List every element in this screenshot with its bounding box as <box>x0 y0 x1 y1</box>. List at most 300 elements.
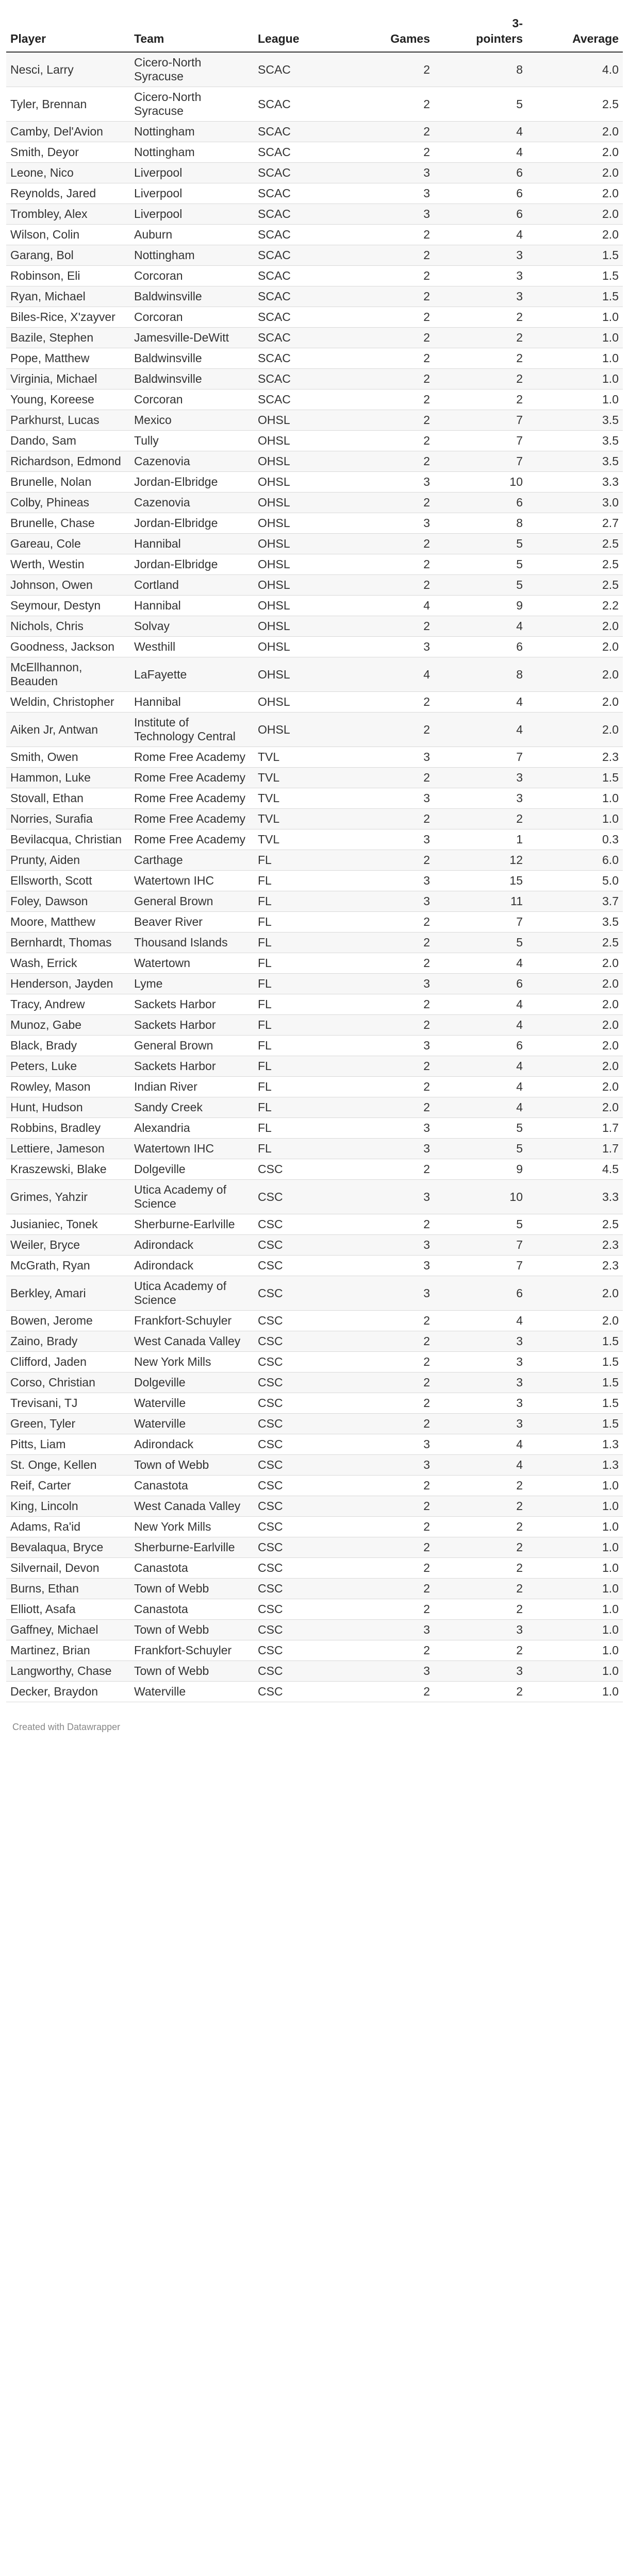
cell-league: OHSL <box>254 410 352 431</box>
cell-team: Corcoran <box>130 307 254 328</box>
cell-games: 2 <box>352 994 434 1015</box>
cell-games: 3 <box>352 1235 434 1256</box>
table-row <box>6 1276 623 1311</box>
table-row <box>6 1682 623 1702</box>
cell-player: Richardson, Edmond <box>6 451 130 472</box>
cell-player: Dando, Sam <box>6 431 130 451</box>
table-row <box>6 788 623 809</box>
cell-player: Trombley, Alex <box>6 204 130 225</box>
table-row <box>6 657 623 692</box>
cell-average: 2.3 <box>527 1235 623 1256</box>
table-row <box>6 534 623 554</box>
cell-player: Tyler, Brennan <box>6 87 130 122</box>
cell-team: Waterville <box>130 1393 254 1414</box>
cell-average: 2.0 <box>527 1036 623 1056</box>
cell-games: 2 <box>352 142 434 163</box>
cell-games: 3 <box>352 1180 434 1214</box>
cell-average: 1.5 <box>527 1331 623 1352</box>
cell-player: Wilson, Colin <box>6 225 130 245</box>
cell-games: 2 <box>352 1097 434 1118</box>
cell-3-pointers: 6 <box>434 163 527 183</box>
table-row <box>6 637 623 657</box>
cell-games: 2 <box>352 1537 434 1558</box>
cell-team: Jamesville-DeWitt <box>130 328 254 348</box>
cell-3-pointers: 2 <box>434 1682 527 1702</box>
cell-average: 1.0 <box>527 348 623 369</box>
table-row <box>6 994 623 1015</box>
cell-team: Frankfort-Schuyler <box>130 1640 254 1661</box>
cell-3-pointers: 2 <box>434 1640 527 1661</box>
cell-team: Liverpool <box>130 204 254 225</box>
cell-player: McEllhannon, Beauden <box>6 657 130 692</box>
cell-player: Ellsworth, Scott <box>6 871 130 891</box>
table-row <box>6 554 623 575</box>
table-row <box>6 52 623 87</box>
cell-games: 2 <box>352 348 434 369</box>
cell-games: 3 <box>352 788 434 809</box>
cell-player: Brunelle, Nolan <box>6 472 130 493</box>
cell-games: 2 <box>352 575 434 596</box>
table-row <box>6 1558 623 1579</box>
cell-league: CSC <box>254 1558 352 1579</box>
cell-league: CSC <box>254 1331 352 1352</box>
cell-average: 2.0 <box>527 692 623 713</box>
cell-team: Frankfort-Schuyler <box>130 1311 254 1331</box>
table-row <box>6 1159 623 1180</box>
cell-league: CSC <box>254 1599 352 1620</box>
cell-3-pointers: 4 <box>434 1056 527 1077</box>
cell-team: Sackets Harbor <box>130 1015 254 1036</box>
cell-3-pointers: 3 <box>434 266 527 286</box>
cell-team: Liverpool <box>130 163 254 183</box>
header-3-pointers[interactable]: 3- pointers <box>434 0 527 52</box>
table-body <box>6 52 623 1702</box>
cell-3-pointers: 1 <box>434 829 527 850</box>
cell-average: 1.7 <box>527 1118 623 1139</box>
cell-3-pointers: 3 <box>434 1661 527 1682</box>
table-row <box>6 891 623 912</box>
cell-player: Johnson, Owen <box>6 575 130 596</box>
cell-average: 2.5 <box>527 1214 623 1235</box>
cell-player: Jusianiec, Tonek <box>6 1214 130 1235</box>
table-row <box>6 1015 623 1036</box>
cell-3-pointers: 2 <box>434 328 527 348</box>
cell-average: 1.5 <box>527 1393 623 1414</box>
cell-average: 3.5 <box>527 431 623 451</box>
table-row <box>6 912 623 933</box>
cell-average: 1.0 <box>527 1661 623 1682</box>
cell-player: Leone, Nico <box>6 163 130 183</box>
cell-games: 3 <box>352 974 434 994</box>
cell-average: 2.0 <box>527 163 623 183</box>
cell-average: 2.5 <box>527 933 623 953</box>
cell-league: SCAC <box>254 225 352 245</box>
cell-player: Pitts, Liam <box>6 1434 130 1455</box>
table-row <box>6 974 623 994</box>
cell-team: Solvay <box>130 616 254 637</box>
cell-3-pointers: 8 <box>434 657 527 692</box>
header-games[interactable]: Games <box>352 0 434 52</box>
table-row <box>6 1579 623 1599</box>
cell-average: 2.0 <box>527 142 623 163</box>
cell-3-pointers: 2 <box>434 1496 527 1517</box>
cell-team: Utica Academy of Science <box>130 1180 254 1214</box>
cell-league: FL <box>254 933 352 953</box>
cell-average: 1.0 <box>527 1640 623 1661</box>
cell-average: 1.5 <box>527 245 623 266</box>
cell-3-pointers: 4 <box>434 1097 527 1118</box>
cell-average: 1.0 <box>527 1476 623 1496</box>
cell-league: CSC <box>254 1372 352 1393</box>
cell-average: 2.5 <box>527 534 623 554</box>
cell-player: Elliott, Asafa <box>6 1599 130 1620</box>
cell-average: 3.5 <box>527 912 623 933</box>
cell-team: New York Mills <box>130 1352 254 1372</box>
cell-team: Adirondack <box>130 1235 254 1256</box>
cell-league: FL <box>254 1036 352 1056</box>
cell-team: Jordan-Elbridge <box>130 513 254 534</box>
header-league[interactable]: League <box>254 0 352 52</box>
cell-league: TVL <box>254 829 352 850</box>
table-row <box>6 348 623 369</box>
table-row <box>6 1372 623 1393</box>
cell-games: 2 <box>352 1352 434 1372</box>
cell-player: Wash, Errick <box>6 953 130 974</box>
table-row <box>6 307 623 328</box>
cell-games: 2 <box>352 1496 434 1517</box>
cell-games: 3 <box>352 1455 434 1476</box>
table-row <box>6 1331 623 1352</box>
table-row <box>6 713 623 747</box>
cell-games: 2 <box>352 1640 434 1661</box>
cell-average: 2.0 <box>527 994 623 1015</box>
cell-games: 2 <box>352 52 434 87</box>
cell-league: FL <box>254 974 352 994</box>
cell-player: Grimes, Yahzir <box>6 1180 130 1214</box>
cell-3-pointers: 3 <box>434 1393 527 1414</box>
cell-player: Henderson, Jayden <box>6 974 130 994</box>
cell-3-pointers: 7 <box>434 912 527 933</box>
cell-games: 3 <box>352 183 434 204</box>
cell-team: Beaver River <box>130 912 254 933</box>
table-row <box>6 286 623 307</box>
cell-player: Black, Brady <box>6 1036 130 1056</box>
cell-games: 3 <box>352 1036 434 1056</box>
cell-average: 2.5 <box>527 87 623 122</box>
cell-league: CSC <box>254 1661 352 1682</box>
cell-player: Trevisani, TJ <box>6 1393 130 1414</box>
cell-player: Bevilacqua, Christian <box>6 829 130 850</box>
cell-average: 1.3 <box>527 1455 623 1476</box>
cell-3-pointers: 4 <box>434 692 527 713</box>
cell-league: FL <box>254 1015 352 1036</box>
table-row <box>6 204 623 225</box>
table-row <box>6 1214 623 1235</box>
cell-games: 3 <box>352 1276 434 1311</box>
cell-3-pointers: 5 <box>434 87 527 122</box>
cell-player: Rowley, Mason <box>6 1077 130 1097</box>
cell-3-pointers: 6 <box>434 183 527 204</box>
cell-league: OHSL <box>254 472 352 493</box>
cell-games: 2 <box>352 1214 434 1235</box>
cell-team: Cicero-North Syracuse <box>130 87 254 122</box>
table-row <box>6 369 623 389</box>
cell-3-pointers: 6 <box>434 204 527 225</box>
table-row <box>6 809 623 829</box>
cell-games: 2 <box>352 1056 434 1077</box>
cell-league: CSC <box>254 1579 352 1599</box>
cell-player: Hunt, Hudson <box>6 1097 130 1118</box>
cell-3-pointers: 3 <box>434 768 527 788</box>
table-row <box>6 163 623 183</box>
cell-player: Tracy, Andrew <box>6 994 130 1015</box>
cell-player: Ryan, Michael <box>6 286 130 307</box>
cell-games: 2 <box>352 266 434 286</box>
cell-player: Smith, Owen <box>6 747 130 768</box>
cell-player: Lettiere, Jameson <box>6 1139 130 1159</box>
table-row <box>6 850 623 871</box>
cell-average: 2.0 <box>527 1276 623 1311</box>
cell-team: Jordan-Elbridge <box>130 472 254 493</box>
cell-player: Camby, Del'Avion <box>6 122 130 142</box>
cell-games: 3 <box>352 1256 434 1276</box>
cell-team: Town of Webb <box>130 1661 254 1682</box>
cell-games: 2 <box>352 713 434 747</box>
cell-average: 1.5 <box>527 286 623 307</box>
cell-team: Utica Academy of Science <box>130 1276 254 1311</box>
table-row <box>6 183 623 204</box>
table-row <box>6 747 623 768</box>
cell-team: Town of Webb <box>130 1620 254 1640</box>
cell-average: 2.0 <box>527 637 623 657</box>
cell-league: FL <box>254 912 352 933</box>
header-player[interactable]: Player <box>6 0 130 52</box>
cell-player: Werth, Westin <box>6 554 130 575</box>
cell-player: Aiken Jr, Antwan <box>6 713 130 747</box>
table-row <box>6 431 623 451</box>
cell-player: Bevalaqua, Bryce <box>6 1537 130 1558</box>
cell-3-pointers: 4 <box>434 1455 527 1476</box>
cell-league: FL <box>254 1056 352 1077</box>
cell-league: FL <box>254 891 352 912</box>
cell-league: CSC <box>254 1455 352 1476</box>
cell-3-pointers: 6 <box>434 974 527 994</box>
cell-league: FL <box>254 871 352 891</box>
cell-average: 1.0 <box>527 1682 623 1702</box>
cell-3-pointers: 5 <box>434 575 527 596</box>
cell-league: CSC <box>254 1434 352 1455</box>
cell-average: 1.5 <box>527 266 623 286</box>
cell-3-pointers: 4 <box>434 225 527 245</box>
cell-league: CSC <box>254 1256 352 1276</box>
cell-league: FL <box>254 1139 352 1159</box>
cell-player: Martinez, Brian <box>6 1640 130 1661</box>
cell-average: 2.0 <box>527 953 623 974</box>
cell-league: SCAC <box>254 204 352 225</box>
cell-team: Sackets Harbor <box>130 1056 254 1077</box>
cell-games: 2 <box>352 1414 434 1434</box>
cell-player: Stovall, Ethan <box>6 788 130 809</box>
cell-team: General Brown <box>130 891 254 912</box>
cell-team: Sandy Creek <box>130 1097 254 1118</box>
cell-player: Goodness, Jackson <box>6 637 130 657</box>
cell-league: OHSL <box>254 451 352 472</box>
cell-player: Hammon, Luke <box>6 768 130 788</box>
cell-team: Rome Free Academy <box>130 768 254 788</box>
cell-games: 2 <box>352 1331 434 1352</box>
cell-average: 1.5 <box>527 768 623 788</box>
cell-average: 3.0 <box>527 493 623 513</box>
cell-games: 4 <box>352 596 434 616</box>
cell-3-pointers: 5 <box>434 554 527 575</box>
cell-3-pointers: 7 <box>434 410 527 431</box>
cell-games: 3 <box>352 513 434 534</box>
cell-league: SCAC <box>254 348 352 369</box>
cell-3-pointers: 4 <box>434 1434 527 1455</box>
cell-3-pointers: 5 <box>434 1139 527 1159</box>
cell-games: 2 <box>352 534 434 554</box>
cell-average: 1.0 <box>527 809 623 829</box>
cell-team: LaFayette <box>130 657 254 692</box>
cell-league: SCAC <box>254 266 352 286</box>
cell-average: 2.3 <box>527 1256 623 1276</box>
cell-3-pointers: 4 <box>434 1311 527 1331</box>
cell-games: 2 <box>352 933 434 953</box>
cell-average: 1.0 <box>527 1537 623 1558</box>
cell-games: 2 <box>352 1159 434 1180</box>
cell-team: Corcoran <box>130 266 254 286</box>
cell-player: Weiler, Bryce <box>6 1235 130 1256</box>
cell-3-pointers: 7 <box>434 451 527 472</box>
cell-games: 2 <box>352 286 434 307</box>
table-row <box>6 933 623 953</box>
cell-average: 3.3 <box>527 472 623 493</box>
cell-3-pointers: 2 <box>434 1537 527 1558</box>
cell-player: Parkhurst, Lucas <box>6 410 130 431</box>
stats-table <box>6 0 623 1702</box>
cell-3-pointers: 4 <box>434 994 527 1015</box>
cell-games: 3 <box>352 871 434 891</box>
cell-average: 0.3 <box>527 829 623 850</box>
cell-league: FL <box>254 1097 352 1118</box>
cell-player: Clifford, Jaden <box>6 1352 130 1372</box>
cell-player: Reif, Carter <box>6 1476 130 1496</box>
cell-games: 2 <box>352 431 434 451</box>
cell-player: Gaffney, Michael <box>6 1620 130 1640</box>
cell-average: 2.0 <box>527 713 623 747</box>
header-team[interactable]: Team <box>130 0 254 52</box>
cell-average: 2.0 <box>527 225 623 245</box>
cell-team: Rome Free Academy <box>130 829 254 850</box>
cell-games: 3 <box>352 747 434 768</box>
cell-3-pointers: 2 <box>434 1558 527 1579</box>
cell-games: 2 <box>352 616 434 637</box>
cell-league: OHSL <box>254 554 352 575</box>
cell-average: 1.5 <box>527 1372 623 1393</box>
table-row <box>6 472 623 493</box>
cell-average: 2.0 <box>527 122 623 142</box>
header-average[interactable]: Average <box>527 0 623 52</box>
table-row <box>6 1537 623 1558</box>
cell-team: Indian River <box>130 1077 254 1097</box>
cell-player: Berkley, Amari <box>6 1276 130 1311</box>
cell-player: McGrath, Ryan <box>6 1256 130 1276</box>
cell-league: SCAC <box>254 245 352 266</box>
cell-games: 2 <box>352 912 434 933</box>
cell-team: Rome Free Academy <box>130 788 254 809</box>
cell-average: 1.0 <box>527 1558 623 1579</box>
cell-team: Auburn <box>130 225 254 245</box>
table-row <box>6 410 623 431</box>
cell-league: SCAC <box>254 142 352 163</box>
cell-3-pointers: 10 <box>434 472 527 493</box>
cell-league: CSC <box>254 1180 352 1214</box>
table-row <box>6 1517 623 1537</box>
cell-team: Tully <box>130 431 254 451</box>
cell-league: CSC <box>254 1682 352 1702</box>
cell-player: Robinson, Eli <box>6 266 130 286</box>
cell-league: TVL <box>254 768 352 788</box>
cell-3-pointers: 3 <box>434 788 527 809</box>
cell-team: Sackets Harbor <box>130 994 254 1015</box>
table-row <box>6 1235 623 1256</box>
cell-games: 3 <box>352 204 434 225</box>
cell-league: SCAC <box>254 183 352 204</box>
cell-3-pointers: 5 <box>434 1118 527 1139</box>
cell-average: 2.0 <box>527 1056 623 1077</box>
cell-player: Young, Koreese <box>6 389 130 410</box>
cell-league: TVL <box>254 747 352 768</box>
cell-average: 2.7 <box>527 513 623 534</box>
cell-team: Jordan-Elbridge <box>130 554 254 575</box>
cell-team: Adirondack <box>130 1434 254 1455</box>
cell-games: 2 <box>352 692 434 713</box>
cell-team: Thousand Islands <box>130 933 254 953</box>
cell-league: SCAC <box>254 122 352 142</box>
cell-player: Seymour, Destyn <box>6 596 130 616</box>
cell-average: 3.5 <box>527 410 623 431</box>
cell-team: Watertown <box>130 953 254 974</box>
cell-3-pointers: 9 <box>434 596 527 616</box>
cell-3-pointers: 7 <box>434 431 527 451</box>
cell-league: CSC <box>254 1620 352 1640</box>
cell-player: Reynolds, Jared <box>6 183 130 204</box>
cell-league: TVL <box>254 788 352 809</box>
cell-league: OHSL <box>254 616 352 637</box>
cell-player: Corso, Christian <box>6 1372 130 1393</box>
table-row <box>6 142 623 163</box>
cell-team: West Canada Valley <box>130 1331 254 1352</box>
cell-average: 2.0 <box>527 183 623 204</box>
cell-team: Sherburne-Earlville <box>130 1214 254 1235</box>
cell-3-pointers: 6 <box>434 637 527 657</box>
table-row <box>6 1036 623 1056</box>
cell-player: Garang, Bol <box>6 245 130 266</box>
cell-league: CSC <box>254 1276 352 1311</box>
table-row <box>6 1139 623 1159</box>
table-row <box>6 575 623 596</box>
cell-average: 2.5 <box>527 554 623 575</box>
cell-average: 1.0 <box>527 369 623 389</box>
cell-team: New York Mills <box>130 1517 254 1537</box>
cell-games: 2 <box>352 1372 434 1393</box>
table-row <box>6 451 623 472</box>
cell-team: Cicero-North Syracuse <box>130 52 254 87</box>
cell-league: CSC <box>254 1476 352 1496</box>
cell-player: Colby, Phineas <box>6 493 130 513</box>
cell-average: 1.0 <box>527 1620 623 1640</box>
cell-league: OHSL <box>254 493 352 513</box>
